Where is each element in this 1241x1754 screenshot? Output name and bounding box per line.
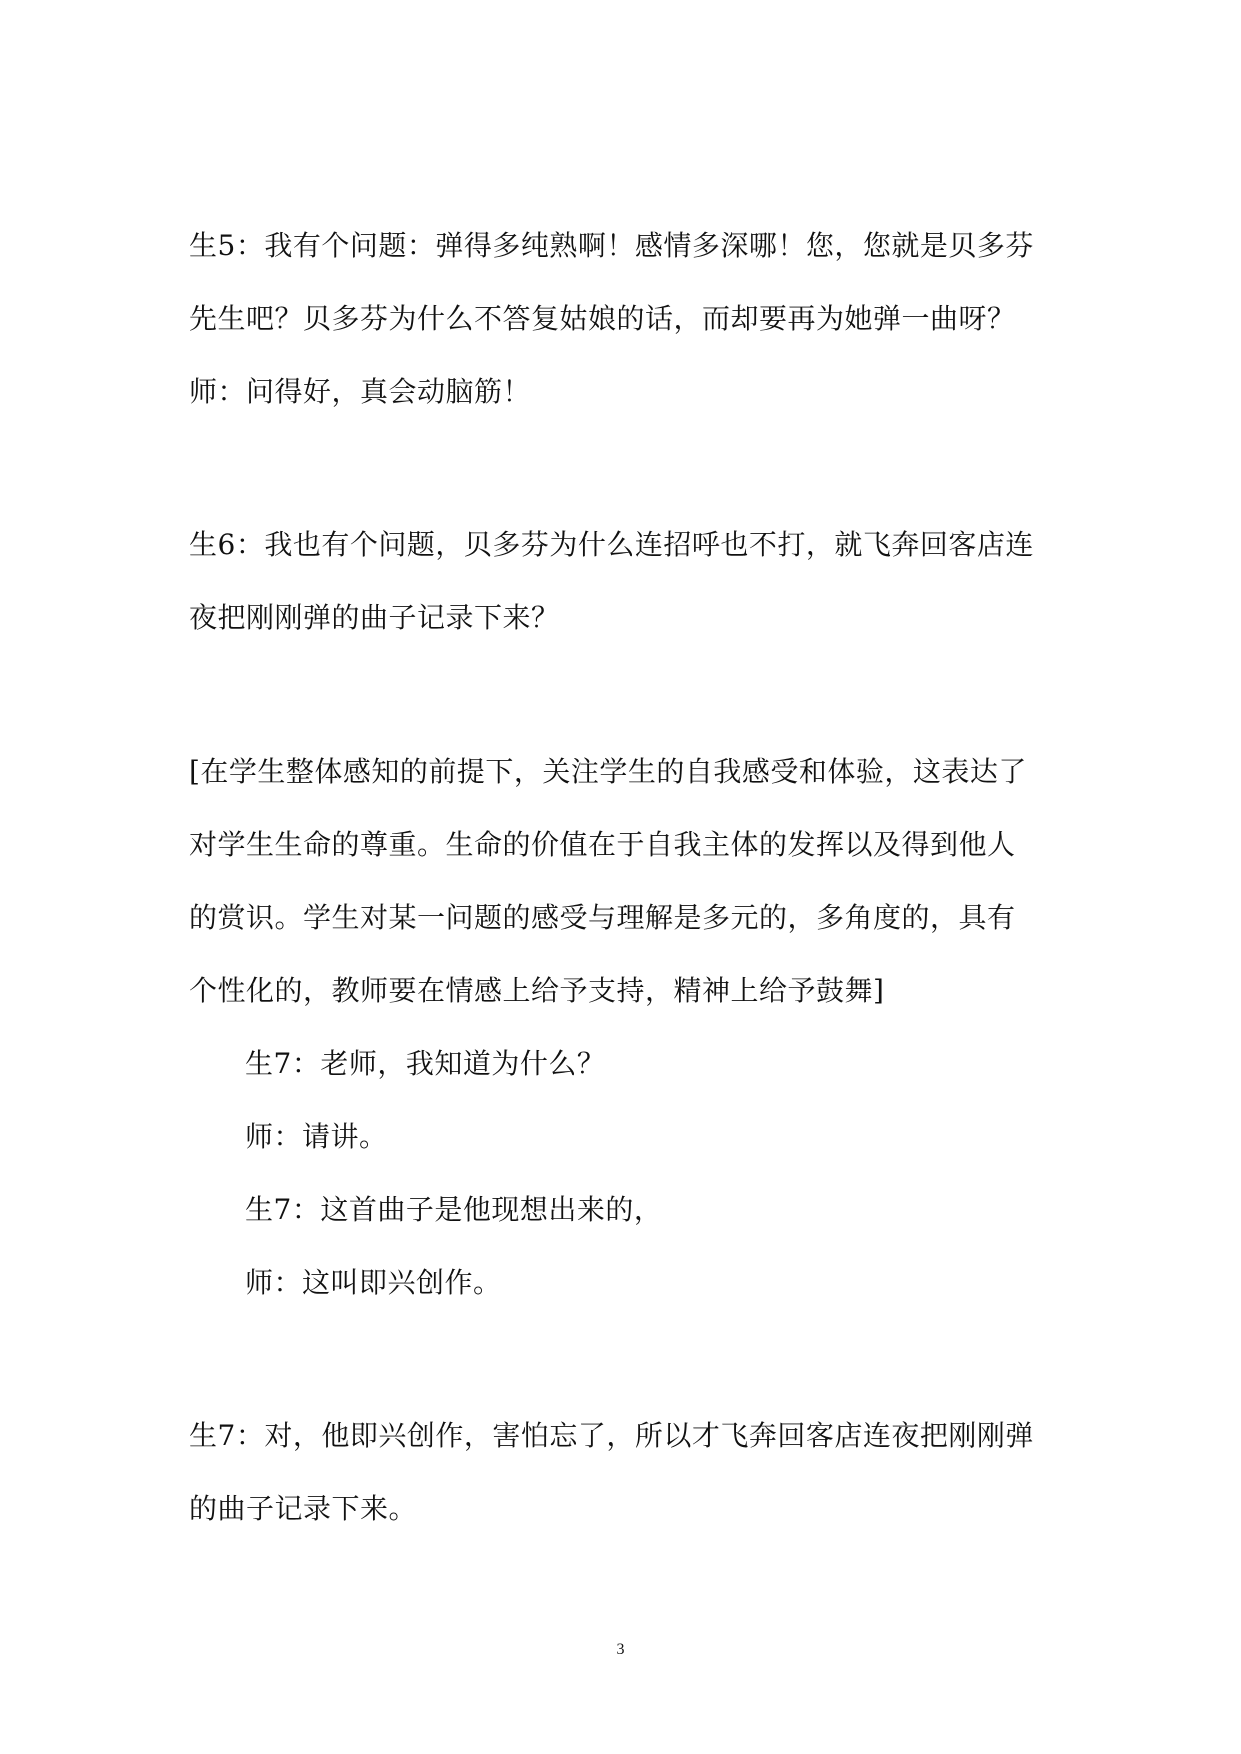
dialogue-line-teacher-improv: 师：这叫即兴创作。 (245, 1266, 502, 1299)
dialogue-line-teacher-please: 师：请讲。 (245, 1120, 388, 1153)
dialogue-line-student5-part2: 先生吧？贝多芬为什么不答复姑娘的话，而却要再为她弹一曲呀？ (189, 302, 1016, 335)
dialogue-line-student5-part1: 生5：我有个问题：弹得多纯熟啊！感情多深哪！您，您就是贝多芬 (189, 229, 1034, 262)
dialogue-line-student6-part1: 生6：我也有个问题，贝多芬为什么连招呼也不打，就飞奔回客店连 (189, 528, 1034, 561)
commentary-line-1: [在学生整体感知的前提下，关注学生的自我感受和体验，这表达了 (189, 755, 1027, 788)
dialogue-line-student6-part2: 夜把刚刚弹的曲子记录下来？ (189, 601, 560, 634)
dialogue-line-teacher-reply1: 师：问得好，真会动脑筋！ (189, 375, 532, 408)
dialogue-line-student7-answer: 生7：这首曲子是他现想出来的， (245, 1193, 663, 1226)
commentary-line-2: 对学生生命的尊重。生命的价值在于自我主体的发挥以及得到他人 (189, 828, 1016, 861)
page-number: 3 (616, 1641, 625, 1658)
dialogue-line-student7-final-part2: 的曲子记录下来。 (189, 1492, 418, 1525)
commentary-line-3: 的赏识。学生对某一问题的感受与理解是多元的，多角度的，具有 (189, 901, 1016, 934)
commentary-line-4: 个性化的，教师要在情感上给予支持，精神上给予鼓舞] (189, 974, 885, 1007)
dialogue-line-student7-q: 生7：老师，我知道为什么？ (245, 1047, 606, 1080)
dialogue-line-student7-final-part1: 生7：对，他即兴创作，害怕忘了，所以才飞奔回客店连夜把刚刚弹 (189, 1419, 1034, 1452)
